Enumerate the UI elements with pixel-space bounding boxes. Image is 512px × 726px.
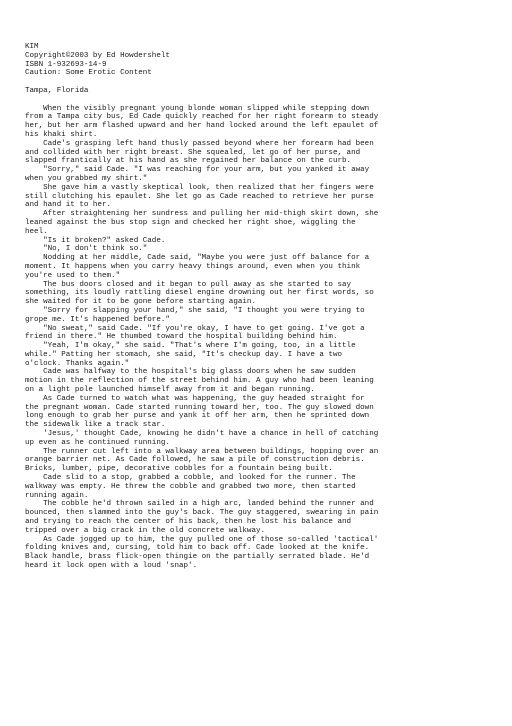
text-line: She gave him a vastly skeptical look, then realized that her fingers were (25, 183, 374, 192)
text-line: Cade's grasping left hand thusly passed beyond where her forearm had been (25, 139, 374, 148)
text-line: motion in the reflection of the street behind him. A guy who had been leaning (25, 377, 374, 386)
text-line: When the visibly pregnant young blonde woman slipped while stepping down (25, 104, 370, 113)
text-line: long enough to grab her purse and yank it off her arm, then he sprinted down (25, 412, 370, 421)
text-line: his khaki shirt. (25, 130, 98, 139)
text-line: After straightening her sundress and pulling her mid-thigh skirt down, she (25, 210, 379, 219)
text-line: Cade slid to a stop, grabbed a cobble, and looked for the runner. The (25, 474, 356, 483)
text-line: grope me. It's happened before." (25, 315, 170, 324)
text-line: walkway was empty. He threw the cobble and grabbed two more, then started (25, 482, 356, 491)
text-line: friend in there." He thumbed toward the hospital building behind him. (25, 333, 338, 342)
text-line: The runner cut left into a walkway area between buildings, hopping over an (25, 447, 379, 456)
text-line: while." Patting her stomach, she said, "It's checkup day. I have a two (25, 350, 343, 359)
text-line: from a Tampa city bus, Ed Cade quickly reached for her right forearm to steady (25, 113, 379, 122)
text-line: and collided with her right breast. She squealed, let go of her purse, and (25, 148, 361, 157)
text-line: Black handle, brass flick-open thingie on the partially serrated blade. He'd (25, 553, 370, 562)
text-line: heel. (25, 227, 48, 236)
text-line: folding knives and, cursing, told him to back off. Cade looked at the knife. (25, 544, 370, 553)
text-line: 'Jesus,' thought Cade, knowing he didn't have a chance in hell of catching (25, 430, 379, 439)
text-line: Bricks, lumber, pipe, decorative cobbles for a fountain being built. (25, 465, 333, 474)
spacer (25, 96, 505, 105)
text-line: she waited for it to be gone before starting again. (25, 298, 256, 307)
text-line: The cobble he'd thrown sailed in a high arc, landed behind the runner and (25, 500, 374, 509)
text-line: "No, I don't think so." (25, 245, 148, 254)
text-line: bounced, then slammed into the guy's back. The guy staggered, swearing in pain (25, 509, 379, 518)
document-header (25, 43, 505, 78)
text-line: and trying to reach the center of his back, then he lost his balance and (25, 518, 352, 527)
text-line: tripped over a big crack in the old concrete walkway. (25, 526, 266, 535)
header-line: Copyright©2003 by Ed Howdershelt (25, 51, 170, 60)
text-line: running again. (25, 491, 89, 500)
text-line: still clutching his epaulet. She let go as Cade reached to retrieve her purse (25, 192, 374, 201)
document-page (25, 43, 505, 571)
text-line: moment. It happens when you carry heavy things around, even when you think (25, 262, 361, 271)
text-line: when you grabbed my shirt." (25, 174, 148, 183)
text-line: o'clock. Thanks again." (25, 359, 130, 368)
text-line: "Yeah, I'm okay," she said. "That's where I'm going, too, in a little (25, 342, 356, 351)
text-line: Cade was halfway to the hospital's big glass doors when he saw sudden (25, 368, 356, 377)
text-line: her, but her arm flashed upward and her hand locked around the left epaulet of (25, 122, 379, 131)
text-line: "Is it broken?" asked Cade. (25, 236, 166, 245)
text-line: heard it lock open with a loud 'snap'. (25, 562, 198, 571)
text-line: As Cade turned to watch what was happening, the guy headed straight for (25, 394, 365, 403)
text-line: slapped frantically at his hand as she regained her balance on the curb. (25, 157, 352, 166)
text-line: "Sorry," said Cade. "I was reaching for your arm, but you yanked it away (25, 166, 370, 175)
text-line: "Sorry for slapping your hand," she said, "I thought you were trying to (25, 306, 365, 315)
text-line: Nodding at her middle, Cade said, "Maybe you were just off balance for a (25, 254, 370, 263)
text-line: up even as he continued running. (25, 438, 170, 447)
location-line: Tampa, Florida (25, 86, 89, 95)
text-line: you're used to them." (25, 271, 121, 280)
text-line: on a light pole launched himself away from it and began running. (25, 386, 315, 395)
text-line: leaned against the bus stop sign and checked her right shoe, wiggling the (25, 218, 356, 227)
text-line: the sidewalk like a track star. (25, 421, 166, 430)
header-line: Caution: Some Erotic Content (25, 69, 152, 78)
text-line: orange barrier net. As Cade followed, he saw a pile of construction debris. (25, 456, 365, 465)
text-line: As Cade jogged up to him, the guy pulled one of those so-called 'tactical' (25, 535, 379, 544)
text-line: "No sweat," said Cade. "If you're okay, I have to get going. I've got a (25, 324, 365, 333)
spacer (25, 78, 505, 87)
header-line: ISBN 1-932693-14-9 (25, 60, 107, 69)
text-line: The bus doors closed and it began to pull away as she started to say (25, 280, 352, 289)
story-body (25, 105, 505, 571)
text-line: something, its loudly rattling diesel engine drowning out her first words, so (25, 289, 374, 298)
header-line: KIM (25, 43, 39, 51)
text-line: the pregnant woman. Cade started running toward her, too. The guy slowed down (25, 403, 374, 412)
text-line: and hand it to her. (25, 201, 112, 210)
